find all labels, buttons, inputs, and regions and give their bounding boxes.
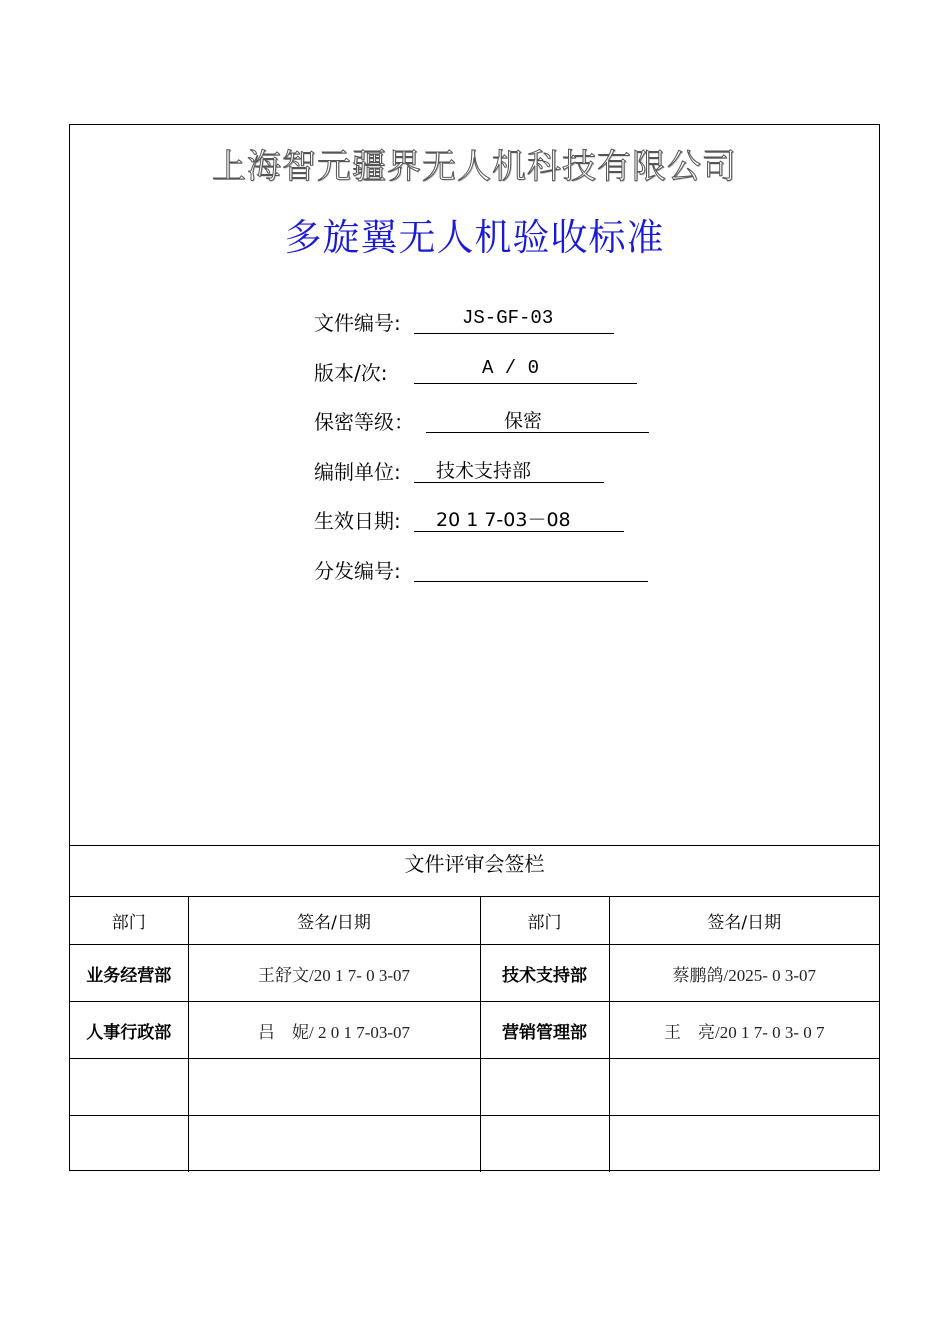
meta-value: 保密 [504, 410, 543, 432]
meta-value: JS-GF-03 [462, 307, 554, 329]
header-signature-date: 签名/日期 [188, 896, 480, 945]
meta-value: A / 0 [482, 356, 540, 379]
department-cell: 营销管理部 [480, 1002, 609, 1059]
signature-cell [188, 1059, 480, 1116]
department-cell: 人事行政部 [70, 1002, 188, 1059]
company-name: 上海智元疆界无人机科技有限公司 [212, 147, 737, 187]
meta-label: 文件编号: [314, 311, 401, 335]
department-cell [70, 1059, 188, 1116]
underline [414, 581, 648, 582]
underline [414, 333, 614, 334]
department-cell [70, 1116, 188, 1173]
underline [414, 383, 637, 384]
department-cell [480, 1116, 609, 1173]
table-row [70, 945, 879, 1002]
header-signature-date: 签名/日期 [609, 896, 879, 945]
table-row [70, 1059, 879, 1116]
table-row [70, 1002, 879, 1059]
meta-label: 分发编号: [314, 558, 401, 583]
meta-value: 20 1 7-03－08 [436, 509, 571, 531]
signoff-title: 文件评审会签栏 [70, 845, 879, 897]
department-cell: 技术支持部 [480, 945, 609, 1002]
department-cell [480, 1059, 609, 1116]
signoff-table [70, 896, 879, 1172]
document-frame [69, 124, 880, 1171]
meta-label: 版本/次: [314, 360, 388, 385]
signature-cell: 王 亮/20 1 7- 0 3- 0 7 [609, 1002, 879, 1059]
table-header-row [70, 896, 879, 945]
meta-label: 编制单位: [314, 459, 401, 484]
header-department: 部门 [70, 896, 188, 945]
signature-cell [609, 1116, 879, 1173]
table-row [70, 1116, 879, 1173]
signature-cell: 吕 妮/ 2 0 1 7-03-07 [188, 1002, 480, 1059]
header-department: 部门 [480, 896, 609, 945]
meta-value: 技术支持部 [436, 459, 532, 482]
meta-label: 保密等级： [314, 410, 414, 434]
signature-cell [188, 1116, 480, 1173]
signature-cell: 王舒文/20 1 7- 0 3-07 [188, 945, 480, 1002]
department-cell: 业务经营部 [70, 945, 188, 1002]
signature-cell [609, 1059, 879, 1116]
signature-cell: 蔡鹏鸽/2025- 0 3-07 [609, 945, 879, 1002]
meta-label: 生效日期: [314, 509, 401, 533]
document-title: 多旋翼无人机验收标准 [284, 216, 665, 259]
